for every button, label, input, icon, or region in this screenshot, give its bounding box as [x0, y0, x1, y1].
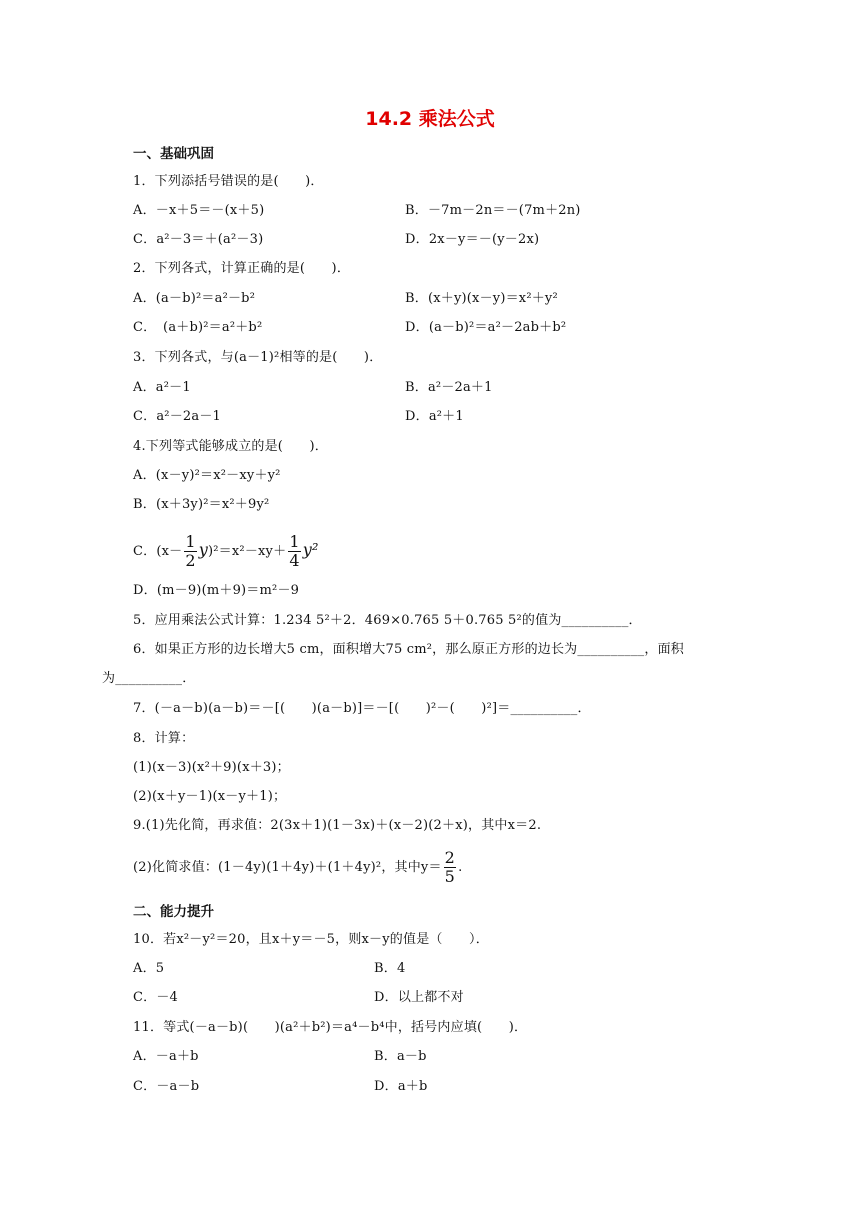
- question-2-option-b: B．(x＋y)(x－y)＝x²＋y²: [405, 291, 558, 306]
- question-10-option-a: A．5: [133, 961, 165, 976]
- question-10-stem: 10．若x²－y²＝20，且x＋y＝－5，则x－y的值是（ ）．: [133, 932, 489, 947]
- question-9-part-2-text: (2)化简求值：(1－4y)(1＋4y)＋(1＋4y)²，其中y＝: [133, 860, 442, 875]
- question-3-stem: 3．下列各式，与(a－1)²相等的是( )．: [133, 350, 383, 365]
- question-5: 5．应用乘法公式计算：1.234 5²＋2．469×0.765 5＋0.765 5²的值为__________．: [133, 613, 642, 628]
- fraction-numerator: 1: [185, 532, 196, 551]
- question-10-option-b: B．4: [374, 961, 406, 976]
- question-6-line-1: 6．如果正方形的边长增大5 cm，面积增大75 cm²，那么原正方形的边长为__________，面积: [133, 642, 684, 657]
- question-2-option-c: C． (a＋b)²＝a²＋b²: [133, 320, 263, 335]
- fraction-numerator: 1: [289, 532, 300, 551]
- fraction-two-fifths: [444, 849, 456, 886]
- question-2-stem: 2．下列各式，计算正确的是( )．: [133, 261, 351, 276]
- variable-y-squared: y²: [302, 540, 319, 559]
- question-8-part-1: (1)(x－3)(x²＋9)(x＋3)；: [133, 760, 290, 775]
- question-2-option-d: D．(a－b)²＝a²－2ab＋b²: [405, 320, 567, 335]
- page-title: 14.2 乘法公式: [365, 108, 495, 130]
- question-9-period: .: [458, 860, 463, 875]
- section-heading-basic: 一、基础巩固: [133, 146, 214, 162]
- question-11-stem: 11．等式(－a－b)( )(a²＋b²)＝a⁴－b⁴中，括号内应填( )．: [133, 1020, 528, 1035]
- fraction-denominator: 5: [444, 867, 456, 886]
- question-11-option-a: A．－a＋b: [133, 1049, 199, 1064]
- question-2-option-a: A．(a－b)²＝a²－b²: [133, 291, 256, 306]
- question-3-option-c: C．a²－2a－1: [133, 409, 222, 424]
- fraction-denominator: 2: [185, 551, 196, 570]
- question-4-option-a: A．(x－y)²＝x²－xy＋y²: [133, 468, 281, 483]
- fraction-one-half: [184, 533, 196, 570]
- fraction-one-quarter: [288, 533, 300, 570]
- question-4-option-b: B．(x＋3y)²＝x²＋9y²: [133, 497, 270, 512]
- question-11-option-c: C．－a－b: [133, 1079, 200, 1094]
- option-c-middle: )²＝x²－xy＋: [208, 544, 287, 559]
- question-10-option-d: D．以上都不对: [374, 990, 464, 1005]
- question-4-option-d: D．(m－9)(m＋9)＝m²－9: [133, 583, 300, 598]
- question-3-option-b: B．a²－2a＋1: [405, 380, 493, 395]
- question-9-part-1: 9.(1)先化简，再求值：2(3x＋1)(1－3x)＋(x－2)(2＋x)，其中x＝2.: [133, 818, 542, 833]
- question-4-option-c: [133, 530, 319, 572]
- section-heading-advanced: 二、能力提升: [133, 904, 214, 920]
- variable-y: y: [198, 540, 208, 559]
- question-6-line-2: 为__________．: [102, 671, 196, 686]
- question-11-option-b: B．a－b: [374, 1049, 427, 1064]
- question-4-stem: 4.下列等式能够成立的是( )．: [133, 439, 328, 454]
- option-c-prefix: C．(x－: [133, 544, 183, 559]
- fraction-denominator: 4: [289, 551, 300, 570]
- question-1-option-c: C．a²－3＝＋(a²－3): [133, 232, 264, 247]
- question-9-part-2: [133, 848, 462, 888]
- question-7: 7．(－a－b)(a－b)＝－[( )(a－b)]＝－[( )²－( )²]＝__________．: [133, 701, 591, 716]
- question-1-option-d: D．2x－y＝－(y－2x): [405, 232, 540, 247]
- question-10-option-c: C．－4: [133, 990, 179, 1005]
- question-8-part-2: (2)(x＋y－1)(x－y＋1)；: [133, 789, 287, 804]
- question-1-option-a: A．－x＋5＝－(x＋5): [133, 203, 265, 218]
- fraction-numerator: 2: [444, 848, 456, 867]
- question-1-option-b: B．－7m－2n＝－(7m＋2n): [405, 203, 581, 218]
- question-3-option-a: A．a²－1: [133, 380, 191, 395]
- question-1-stem: 1．下列添括号错误的是( )．: [133, 174, 324, 189]
- question-11-option-d: D．a＋b: [374, 1079, 428, 1094]
- question-3-option-d: D．a²＋1: [405, 409, 464, 424]
- question-8-stem: 8．计算：: [133, 731, 195, 746]
